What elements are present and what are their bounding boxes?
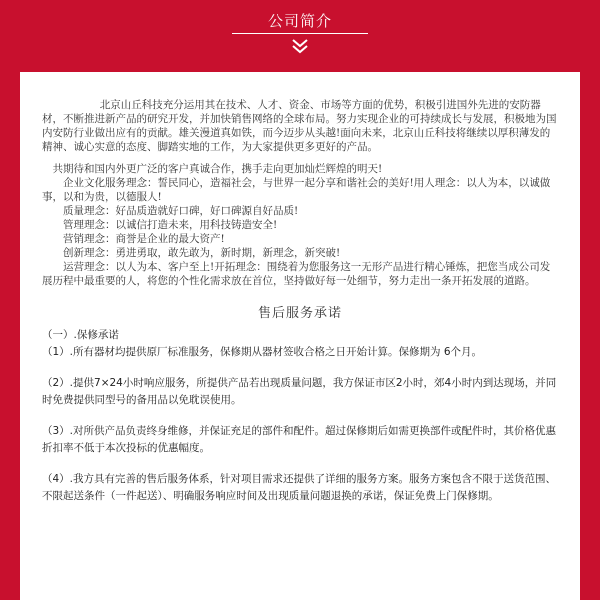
warranty-item-3: （3）.对所供产品负责终身维修，并保证充足的部件和配件。超过保修期后如需更换部件或配件时，其价格优惠折扣率不低于本次投标的优惠幅度。 xyxy=(42,425,557,454)
innovation-line: 创新理念：勇进勇取，敢先敢为，新时期，新理念，新突破! xyxy=(63,247,341,259)
warranty-item-1: （1）.所有器材均提供原厂标准服务，保修期从器材签收合格之日开始计算。保修期为 6个月。 xyxy=(42,346,483,358)
intro-paragraph: 北京山丘科技充分运用其在技术、人才、资金、市场等方面的优势，积极引进国外先进的安防器材，不断推进新产品的研究开发，并加快销售网络的全球布局。努力实现企业的可持续成长与发展，积极地为国内安防行业做出应有的贡献。雄关漫道真如铁，而今迈步从头越!面向未来，北京山丘科技将继续以厚积薄发的精神、诚心实意的态度、脚踏实地的工作，为大家提供更多更好的产品。 xyxy=(42,99,557,153)
operation-paragraph: 运营理念：以人为本、客户至上!开拓理念：围绕着为您服务这一无形产品进行精心锤炼，把您当成公司发展历程中最重要的人，将您的个性化需求放在首位，坚持做好每一处细节，努力走出一条开拓发展的道路。 xyxy=(42,261,551,287)
invite-paragraph: 共期待和国内外更广泛的客户真诚合作，携手走向更加灿烂辉煌的明天! xyxy=(52,163,383,175)
after-sales-title: 售后服务承诺 xyxy=(257,306,342,321)
double-chevron-down-icon xyxy=(288,38,312,54)
culture-paragraph: 企业文化服务理念：誓民同心，造福社会，与世界一起分享和谐社会的美好!用人理念：以人为本，以诚做事，以和为贵，以德服人! xyxy=(42,177,551,203)
warranty-heading: （一）.保修承诺 xyxy=(42,329,119,341)
content-panel xyxy=(20,72,580,600)
title-divider xyxy=(232,33,368,34)
warranty-item-2: （2）.提供7×24小时响应服务，所提供产品若出现质量问题，我方保证市区2小时，郊4小时内到达现场，并同时免费提供同型号的备用品以免耽误使用。 xyxy=(42,377,557,406)
quality-line: 质量理念：好品质造就好口碑，好口碑源自好品质! xyxy=(63,205,299,217)
header-banner xyxy=(0,0,600,72)
page-title: 公司简介 xyxy=(267,12,332,30)
warranty-item-4: （4）.我方具有完善的售后服务体系，针对项目需求还提供了详细的服务方案。服务方案包含不限于送货范围、不限起送条件（一件起送）、明确服务响应时间及出现质量问题退换的承诺，保证免费上门保修期。 xyxy=(42,473,557,502)
marketing-line: 营销理念：商誉是企业的最大资产! xyxy=(63,233,225,245)
management-line: 管理理念：以诚信打造未来，用科技铸造安全! xyxy=(63,219,278,231)
